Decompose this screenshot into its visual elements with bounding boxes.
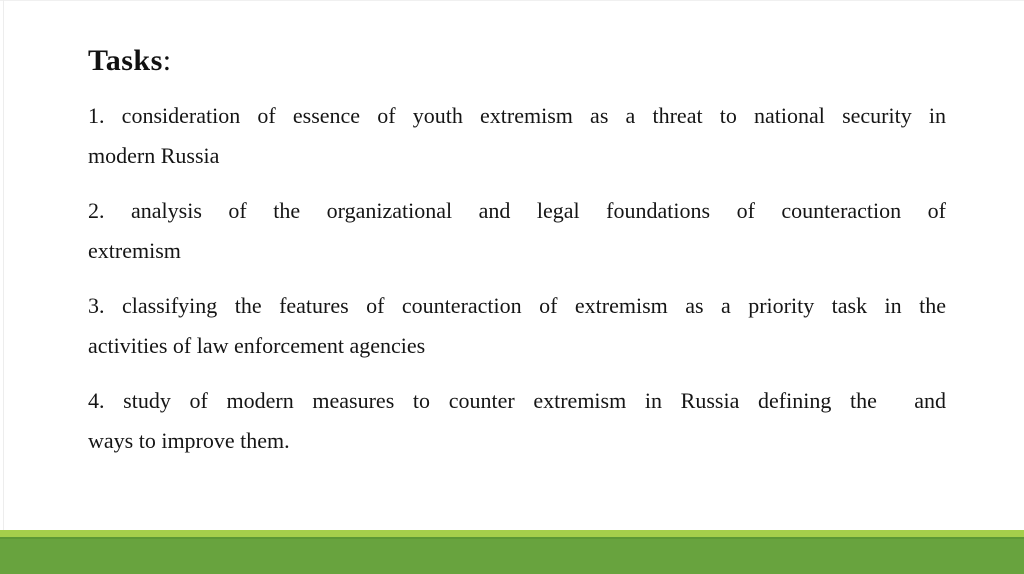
- slide-left-edge-line: [3, 0, 4, 530]
- task-item-1-line-2: modern Russia: [88, 143, 220, 168]
- task-item-2: [88, 191, 946, 271]
- task-item-4: [88, 381, 946, 461]
- slide-title: [88, 44, 172, 78]
- task-item-3-line-1: 3. classifying the features of counteraction of extremism as a priority task in the: [88, 293, 946, 318]
- bottom-bar: [0, 539, 1024, 574]
- bottom-accent-strip: [0, 530, 1024, 537]
- task-item-1-line-1: 1. consideration of essence of youth extremism as a threat to national security in: [88, 103, 946, 128]
- task-item-4-line-2: ways to improve them.: [88, 428, 290, 453]
- tasks-list: [88, 96, 946, 476]
- task-item-2-line-1: 2. analysis of the organizational and legal foundations of counteraction of: [88, 198, 946, 223]
- task-item-3-line-2: activities of law enforcement agencies: [88, 333, 426, 358]
- task-item-1: [88, 96, 946, 176]
- task-item-2-line-2: extremism: [88, 238, 181, 263]
- title-colon: :: [162, 44, 172, 77]
- title-text: Tasks: [88, 44, 163, 77]
- task-item-3: [88, 286, 946, 366]
- task-item-4-line-1: 4. study of modern measures to counter extremism in Russia defining the and: [88, 388, 946, 413]
- slide-top-edge-line: [0, 0, 1024, 1]
